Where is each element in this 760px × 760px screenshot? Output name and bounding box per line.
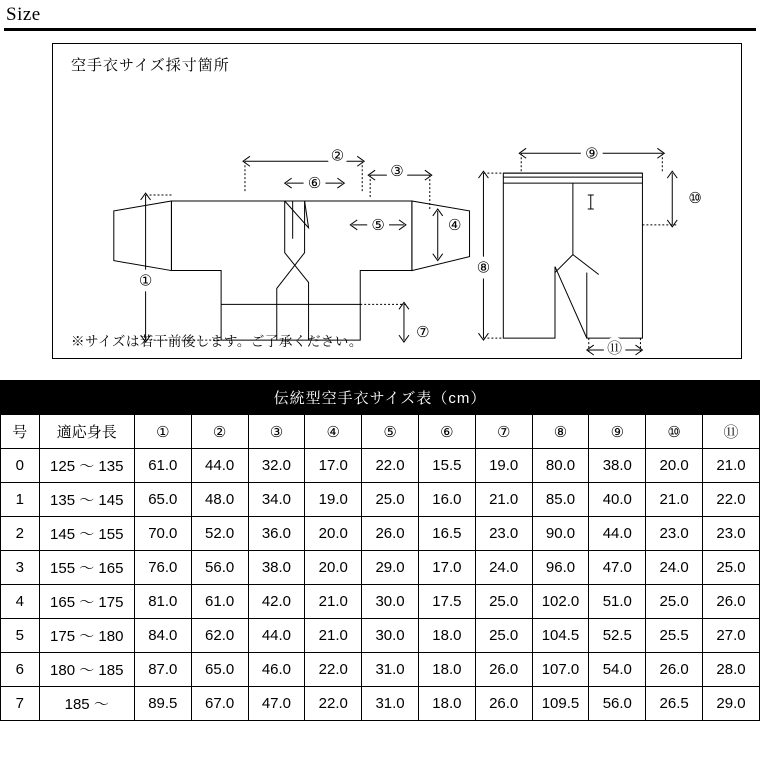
measurement-cell: 18.0 <box>418 687 475 721</box>
measurement-cell: 38.0 <box>589 449 646 483</box>
measurement-cell: 54.0 <box>589 653 646 687</box>
marker-6: ⑥ <box>307 176 322 193</box>
measurement-cell: 21.0 <box>475 483 532 517</box>
measurement-cell: 17.5 <box>418 585 475 619</box>
height-range-cell: 165 〜 175 <box>39 585 134 619</box>
measurement-cell: 20.0 <box>646 449 703 483</box>
marker-5: ⑤ <box>371 217 385 234</box>
measurement-cell: 15.5 <box>418 449 475 483</box>
measurement-cell: 19.0 <box>475 449 532 483</box>
size-number-cell: 5 <box>1 619 40 653</box>
marker-1: ① <box>138 273 153 290</box>
measurement-cell: 28.0 <box>703 653 760 687</box>
marker-7: ⑦ <box>416 325 430 342</box>
marker-9: ⑨ <box>585 146 599 163</box>
measurement-cell: 16.0 <box>418 483 475 517</box>
measurement-cell: 23.0 <box>703 517 760 551</box>
measurement-cell: 47.0 <box>589 551 646 585</box>
height-range-cell: 180 〜 185 <box>39 653 134 687</box>
measurement-cell: 27.0 <box>703 619 760 653</box>
measurement-cell: 25.0 <box>475 585 532 619</box>
measurement-cell: 21.0 <box>703 449 760 483</box>
size-number-cell: 7 <box>1 687 40 721</box>
column-header: 適応身長 <box>39 415 134 449</box>
measurement-cell: 76.0 <box>134 551 191 585</box>
measurement-cell: 109.5 <box>532 687 589 721</box>
measurement-cell: 26.0 <box>475 687 532 721</box>
measurement-cell: 52.0 <box>191 517 248 551</box>
marker-2: ② <box>330 148 345 165</box>
measurement-cell: 25.0 <box>703 551 760 585</box>
measurement-cell: 61.0 <box>134 449 191 483</box>
measurement-cell: 22.0 <box>362 449 419 483</box>
measurement-cell: 26.5 <box>646 687 703 721</box>
column-header: ② <box>191 415 248 449</box>
measurement-cell: 47.0 <box>248 687 305 721</box>
measurement-cell: 21.0 <box>305 585 362 619</box>
measurement-cell: 42.0 <box>248 585 305 619</box>
height-range-cell: 125 〜 135 <box>39 449 134 483</box>
measurement-cell: 25.0 <box>362 483 419 517</box>
measurement-cell: 44.0 <box>248 619 305 653</box>
measurement-cell: 23.0 <box>646 517 703 551</box>
measurement-cell: 24.0 <box>646 551 703 585</box>
measurement-cell: 25.0 <box>646 585 703 619</box>
measurement-cell: 31.0 <box>362 653 419 687</box>
measurement-cell: 26.0 <box>362 517 419 551</box>
size-table-wrapper <box>0 380 760 721</box>
column-header: ⑨ <box>589 415 646 449</box>
measurement-cell: 29.0 <box>703 687 760 721</box>
column-header: ⑧ <box>532 415 589 449</box>
size-number-cell: 3 <box>1 551 40 585</box>
table-row <box>1 653 760 687</box>
measurement-cell: 25.5 <box>646 619 703 653</box>
measurement-cell: 61.0 <box>191 585 248 619</box>
measurement-cell: 90.0 <box>532 517 589 551</box>
column-header: ⑤ <box>362 415 419 449</box>
size-number-cell: 0 <box>1 449 40 483</box>
page-title: Size <box>6 4 41 25</box>
measurement-cell: 104.5 <box>532 619 589 653</box>
height-range-cell: 135 〜 145 <box>39 483 134 517</box>
size-number-cell: 1 <box>1 483 40 517</box>
measurement-cell: 84.0 <box>134 619 191 653</box>
height-range-cell: 175 〜 180 <box>39 619 134 653</box>
measurement-cell: 34.0 <box>248 483 305 517</box>
marker-3: ③ <box>390 164 404 181</box>
size-table <box>0 380 760 721</box>
measurement-cell: 22.0 <box>305 653 362 687</box>
column-header: ⑦ <box>475 415 532 449</box>
measurement-cell: 85.0 <box>532 483 589 517</box>
measurement-cell: 38.0 <box>248 551 305 585</box>
table-row <box>1 449 760 483</box>
measurement-cell: 17.0 <box>418 551 475 585</box>
height-range-cell: 145 〜 155 <box>39 517 134 551</box>
measurement-cell: 23.0 <box>475 517 532 551</box>
column-header: ⑩ <box>646 415 703 449</box>
measurement-cell: 21.0 <box>305 619 362 653</box>
marker-11: ⑪ <box>607 341 623 358</box>
measurement-cell: 22.0 <box>703 483 760 517</box>
measurement-cell: 89.5 <box>134 687 191 721</box>
measurement-cell: 30.0 <box>362 619 419 653</box>
height-range-cell: 185 〜 <box>39 687 134 721</box>
measurement-cell: 26.0 <box>475 653 532 687</box>
marker-8: ⑧ <box>476 260 491 277</box>
table-row <box>1 619 760 653</box>
title-divider <box>4 28 756 31</box>
measurement-cell: 62.0 <box>191 619 248 653</box>
table-row <box>1 585 760 619</box>
measurement-diagram-panel <box>52 43 742 359</box>
measurement-cell: 26.0 <box>646 653 703 687</box>
measurement-cell: 29.0 <box>362 551 419 585</box>
measurement-cell: 20.0 <box>305 517 362 551</box>
marker-10: ⑩ <box>688 190 702 207</box>
measurement-cell: 17.0 <box>305 449 362 483</box>
measurement-cell: 32.0 <box>248 449 305 483</box>
measurement-cell: 31.0 <box>362 687 419 721</box>
size-number-cell: 6 <box>1 653 40 687</box>
measurement-cell: 67.0 <box>191 687 248 721</box>
table-title: 伝統型空手衣サイズ表（cm） <box>1 381 760 415</box>
measurement-cell: 22.0 <box>305 687 362 721</box>
height-range-cell: 155 〜 165 <box>39 551 134 585</box>
measurement-cell: 36.0 <box>248 517 305 551</box>
measurement-cell: 46.0 <box>248 653 305 687</box>
measurement-cell: 87.0 <box>134 653 191 687</box>
measurement-cell: 102.0 <box>532 585 589 619</box>
measurement-cell: 65.0 <box>134 483 191 517</box>
column-header: ③ <box>248 415 305 449</box>
table-row <box>1 483 760 517</box>
column-header: 号 <box>1 415 40 449</box>
measurement-cell: 48.0 <box>191 483 248 517</box>
column-header: ④ <box>305 415 362 449</box>
size-number-cell: 2 <box>1 517 40 551</box>
measurement-cell: 40.0 <box>589 483 646 517</box>
measurement-cell: 21.0 <box>646 483 703 517</box>
measurement-cell: 16.5 <box>418 517 475 551</box>
column-header: ⑪ <box>703 415 760 449</box>
measurement-cell: 70.0 <box>134 517 191 551</box>
measurement-cell: 30.0 <box>362 585 419 619</box>
measurement-cell: 18.0 <box>418 619 475 653</box>
measurement-cell: 56.0 <box>589 687 646 721</box>
measurement-cell: 51.0 <box>589 585 646 619</box>
measurement-cell: 26.0 <box>703 585 760 619</box>
size-number-cell: 4 <box>1 585 40 619</box>
table-row <box>1 517 760 551</box>
column-header: ① <box>134 415 191 449</box>
measurement-cell: 20.0 <box>305 551 362 585</box>
measurement-cell: 18.0 <box>418 653 475 687</box>
measurement-cell: 56.0 <box>191 551 248 585</box>
measurement-cell: 24.0 <box>475 551 532 585</box>
measurement-cell: 44.0 <box>191 449 248 483</box>
diagram-note: ※サイズは若干前後します。ご了承ください。 <box>71 334 363 349</box>
karate-gi-measurement-diagram <box>53 44 741 358</box>
measurement-cell: 80.0 <box>532 449 589 483</box>
measurement-cell: 107.0 <box>532 653 589 687</box>
table-row <box>1 551 760 585</box>
diagram-heading: 空手衣サイズ採寸箇所 <box>71 57 230 74</box>
measurement-cell: 52.5 <box>589 619 646 653</box>
measurement-cell: 19.0 <box>305 483 362 517</box>
measurement-cell: 81.0 <box>134 585 191 619</box>
column-header: ⑥ <box>418 415 475 449</box>
marker-4: ④ <box>447 217 462 234</box>
measurement-cell: 96.0 <box>532 551 589 585</box>
measurement-cell: 44.0 <box>589 517 646 551</box>
table-title-row <box>1 381 760 415</box>
measurement-cell: 65.0 <box>191 653 248 687</box>
measurement-cell: 25.0 <box>475 619 532 653</box>
table-header-row <box>1 415 760 449</box>
table-row <box>1 687 760 721</box>
